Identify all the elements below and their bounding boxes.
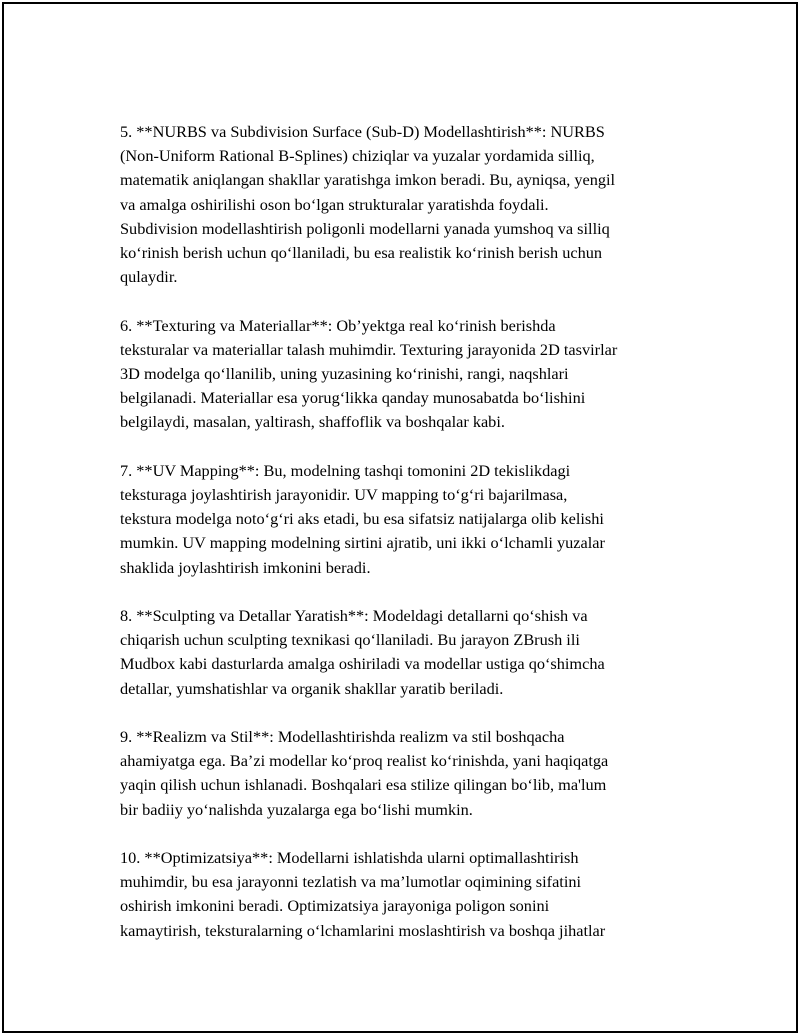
paragraph-6-texturing-materials: 6. **Texturing va Materiallar**: Ob’yektga real ko‘rinish berishda teksturalar va materiallar talash muhimdir. Texturing jarayonida 2D tasvirlar 3D modelga qo‘llanilib, uning yuzasining ko‘rinishi, rangi, naqshlari belgilanadi. Materiallar esa yorug‘likka qanday munosabatda bo‘lishini belgilaydi, masalan, yaltirash, shaffoflik va boshqalar kabi.	[120, 315, 618, 432]
paragraph-10-optimization: 10. **Optimizatsiya**: Modellarni ishlatishda ularni optimallashtirish muhimdir, bu esa jarayonni tezlatish va ma’lumotlar oqimining sifatini oshirish imkonini beradi. Optimizatsiya jarayoniga poligon sonini kamaytirish, teksturalarning o‘lchamlarini moslashtirish va boshqa jihatlar	[120, 848, 606, 940]
paragraph-9-realism-style: 9. **Realizm va Stil**: Modellashtirishda realizm va stil boshqacha ahamiyatga ega. Ba’zi modellar ko‘proq realist ko‘rinishda, yani haqiqatga yaqin qilish uchun ishlanadi. Boshqalari esa stilize qilingan bo‘lib, ma'lum bir badiiy yo‘nalishda yuzalarga ega bo‘lishi mumkin.	[120, 727, 609, 819]
page-frame	[2, 2, 798, 1033]
paragraph-5-nurbs-subdivision: 5. **NURBS va Subdivision Surface (Sub-D) Modellashtirish**: NURBS (Non-Uniform Rational B-Splines) chiziqlar va yuzalar yordamida silliq, matematik aniqlangan shakllar yaratishga imkon beradi. Bu, ayniqsa, yengil va amalga oshirilishi oson bo‘lgan strukturalar yaratishda foydali. Subdivision modellashtirish poligonli modellarni yanada yumshoq va silliq ko‘rinish berish uchun qo‘llaniladi, bu esa realistik ko‘rinish berish uchun qulaydir.	[120, 122, 616, 287]
paragraph-7-uv-mapping: 7. **UV Mapping**: Bu, modelning tashqi tomonini 2D tekislikdagi teksturaga joylashtirish jarayonidir. UV mapping to‘g‘ri bajarilmasa, tekstura modelga noto‘g‘ri aks etadi, bu esa sifatsiz natijalarga olib kelishi mumkin. UV mapping modelning sirtini ajratib, uni ikki o‘lchamli yuzalar shaklida joylashtirish imkonini beradi.	[120, 460, 605, 577]
paragraph-8-sculpting-details: 8. **Sculpting va Detallar Yaratish**: Modeldagi detallarni qo‘shish va chiqarish uchun sculpting texnikasi qo‘llaniladi. Bu jarayon ZBrush ili Mudbox kabi dasturlarda amalga oshiriladi va modellar ustiga qo‘shimcha detallar, yumshatishlar va organik shakllar yaratib beriladi.	[120, 606, 605, 698]
document-body	[120, 120, 692, 967]
